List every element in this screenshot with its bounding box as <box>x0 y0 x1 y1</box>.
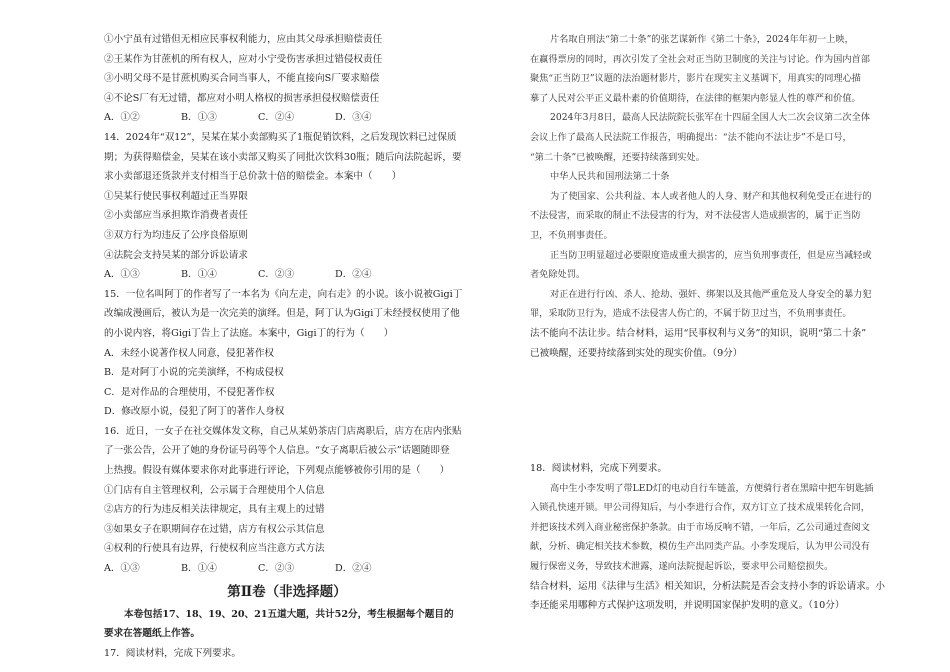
choice-a: A．①③ <box>104 269 140 281</box>
law-clause-2 <box>530 246 892 285</box>
question-line: 求小卖部退还货款并支付相当于总价款十倍的赔偿金。本案中（ ） <box>104 171 402 183</box>
right-column <box>530 30 892 616</box>
choice-c: C．②④ <box>258 112 295 124</box>
q16-options <box>104 481 470 559</box>
q17-material-1 <box>530 30 892 108</box>
material-line: 2024年3月8日，最高人民法院院长张军在十四届全国人大二次会议第二次全体 <box>550 112 870 124</box>
option-line: ①小宁虽有过错但无相应民事权利能力，应由其父母承担赔偿责任 <box>104 34 383 45</box>
option-line: ③小明父母不是甘蔗机购买合同当事人，不能直接向S厂要求赔偿 <box>104 73 380 85</box>
q13-options <box>104 30 470 108</box>
choice-b: B．①④ <box>181 269 217 281</box>
question-line: 16．近日，一女子在社交媒体发文称，自己从某奶茶店门店离职后，店方在店内张贴 <box>104 425 462 437</box>
material-line: 摹了人民对公平正义最朴素的价值期待，在法律的框架内彰显人性的尊严和价值。 <box>530 92 861 104</box>
material-line: 入锁孔快速开锁。甲公司得知后，与小李进行合作，双方订立了技术成果转化合同， <box>530 502 870 514</box>
q17-task <box>530 324 892 363</box>
q15-stem <box>104 285 470 344</box>
question-line: 14．2024年“双12”，吴某在某小卖部购买了1瓶促销饮料，之后发现饮料已过保质 <box>104 131 457 143</box>
q16-stem <box>104 422 470 481</box>
choice-d: D．②④ <box>335 563 372 575</box>
option-line: D．修改原小说，侵犯了阿丁的著作人身权 <box>104 406 285 418</box>
option-line: ④权利的行使具有边界，行使权利应当注意方式方法 <box>104 543 325 555</box>
law-line: 不法侵害，而采取的制止不法侵害的行为，对不法侵害人造成损害的，属于正当防 <box>530 210 861 222</box>
choice-b: B．①④ <box>181 563 217 575</box>
q17-material-2 <box>530 108 892 167</box>
material-line: 片名取自刑法“第二十条”的张艺谋新作《第二十条》，2024年年初一上映， <box>550 34 854 45</box>
task-line: 结合材料，运用《法律与生活》相关知识，分析法院是否会支持小李的诉讼请求。小 <box>530 580 885 592</box>
note-line: 要求在答题纸上作答。 <box>104 628 200 640</box>
q15-options <box>104 344 470 422</box>
option-line: ④法院会支持吴某的部分诉讼请求 <box>104 249 248 261</box>
law-line: 卫，不负刑事责任。 <box>530 229 613 241</box>
question-line: 改编成漫画后，被认为是一次完美的演绎。但是，阿丁认为Gigi丁未经授权使用了他 <box>104 308 460 320</box>
law-clause-3 <box>530 285 892 324</box>
q18-heading: 18．阅读材料，完成下列要求。 <box>530 463 667 475</box>
material-line: 并把该技术列入商业秘密保护条款。由于市场反响不错，一年后，乙公司通过查阅文 <box>530 521 870 533</box>
option-line: ②小卖部应当承担欺诈消费者责任 <box>104 210 248 222</box>
question-line: 期；为获得赔偿金，吴某在该小卖部又购买了同批次饮料30瓶；随后向法院起诉，要 <box>104 151 462 163</box>
choice-c: C．②③ <box>258 563 295 575</box>
material-line: 履行保密义务，导致技术泄露，遂向法院提起诉讼，要求甲公司赔偿损失。 <box>530 561 834 573</box>
material-line: 献，分析、确定相关技术参数，模仿生产出同类产品。小李发现后，认为甲公司没有 <box>530 541 870 553</box>
option-line: ①门店有自主管理权利，公示属于合理使用个人信息 <box>104 484 325 496</box>
question-line: 了一张公告，公开了她的身份证号码等个人信息。“女子离职后被公示”话题随即登 <box>104 445 450 457</box>
section-note <box>104 605 470 644</box>
material-line: 在赢得票房的同时，再次引发了全社会对正当防卫制度的关注与讨论。作为国内首部 <box>530 53 870 65</box>
law-line: 正当防卫明显超过必要限度造成重大损害的，应当负刑事责任，但是应当减轻或 <box>550 249 872 261</box>
law-clause-1 <box>530 187 892 246</box>
q14-choices <box>104 265 470 285</box>
choice-d: D．③④ <box>335 112 372 124</box>
choice-c: C．②③ <box>258 269 295 281</box>
question-line: 的小说内容，将Gigi丁告上了法庭。本案中，Gigi丁的行为（ ） <box>104 327 394 339</box>
material-line: 聚焦“正当防卫”议题的法治题材影片，影片在现实主义基调下，用真实的同理心描 <box>530 73 861 85</box>
option-line: ②店方的行为违反相关法律规定，具有主观上的过错 <box>104 504 325 516</box>
option-line: ②王某作为甘蔗机的所有权人，应对小宁受伤害承担过错侵权责任 <box>104 53 383 65</box>
option-line: ③双方行为均违反了公序良俗原则 <box>104 229 248 241</box>
option-line: C．是对作品的合理使用，不侵犯著作权 <box>104 386 275 398</box>
law-title: 中华人民共和国刑法第二十条 <box>550 171 670 183</box>
option-line: ③如果女子在职期间存在过错，店方有权公示其信息 <box>104 523 325 535</box>
material-line: 高中生小李发明了带LED灯的电动自行车链盖，方便骑行者在黑暗中把车钥匙插 <box>550 482 874 494</box>
option-line: A．未经小说著作权人同意，侵犯著作权 <box>104 347 275 359</box>
task-line: 法不能向不法让步。结合材料，运用“民事权利与义务”的知识，说明“第二十条” <box>530 327 867 339</box>
task-line: 已被唤醒，还要持续落到实处的现实价值。（9分） <box>530 347 743 359</box>
q16-choices <box>104 559 470 579</box>
q14-options <box>104 187 470 265</box>
q13-choices <box>104 108 470 128</box>
q17-heading: 17．阅读材料，完成下列要求。 <box>104 647 241 659</box>
law-line: 者免除处罚。 <box>530 269 586 281</box>
option-line: ①吴某行使民事权利超过正当界限 <box>104 190 248 202</box>
q18-task <box>530 577 892 616</box>
question-line: 15．一位名叫阿丁的作者写了一本名为《向左走，向右走》的小说。该小说被Gigi丁 <box>104 288 463 300</box>
option-line: B．是对阿丁小说的完美演绎，不构成侵权 <box>104 367 284 379</box>
question-line: 上热搜。假设有媒体要求你对此事进行评论，下列观点能够被你引用的是（ ） <box>104 465 450 477</box>
q18-material <box>530 479 892 577</box>
option-line: ④不论S厂有无过错，都应对小明人格权的损害承担侵权赔偿责任 <box>104 92 380 104</box>
choice-a: A．①③ <box>104 563 140 575</box>
law-line: 为了使国家、公共利益、本人或者他人的人身、财产和其他权利免受正在进行的 <box>550 190 872 202</box>
section-title: 第Ⅱ卷（非选择题） <box>227 583 347 600</box>
note-line: 本卷包括17、18、19、20、21五道大题，共计52分，考生根据每个题目的 <box>124 608 454 620</box>
task-line: 李还能采用哪种方式保护这项发明，并说明国家保护发明的意义。（10分） <box>530 600 845 612</box>
material-line: “第二十条”已被唤醒，还要持续落到实处。 <box>530 151 705 163</box>
choice-d: D．②④ <box>335 269 372 281</box>
choice-a: A．①② <box>104 112 140 124</box>
left-column <box>104 30 470 663</box>
law-line: 对正在进行行凶、杀人、抢劫、强奸、绑架以及其他严重危及人身安全的暴力犯 <box>550 288 872 300</box>
law-line: 罪，采取防卫行为，造成不法侵害人伤亡的，不属于防卫过当，不负刑事责任。 <box>530 308 852 320</box>
answer-space <box>530 363 892 459</box>
material-line: 会议上作了最高人民法院工作报告，明确提出：“法不能向不法让步”不是口号， <box>530 131 852 143</box>
choice-b: B．①③ <box>181 112 217 124</box>
q14-stem <box>104 128 470 187</box>
